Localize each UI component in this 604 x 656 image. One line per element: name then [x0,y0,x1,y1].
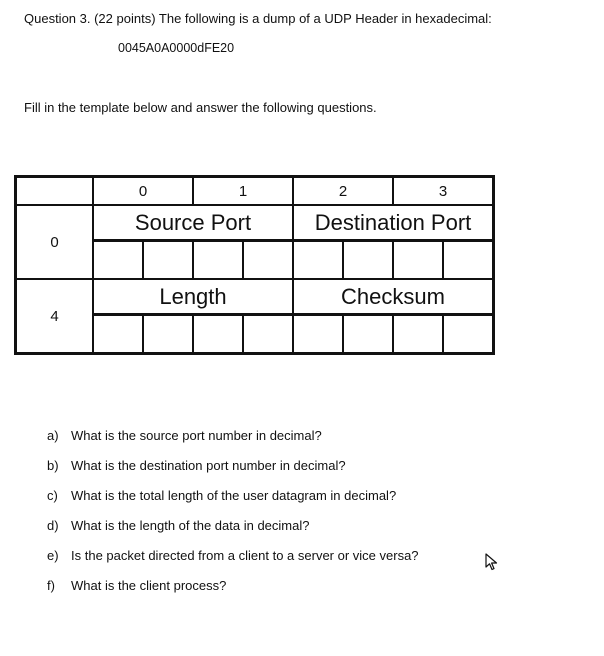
blank-cell[interactable] [343,241,393,280]
hex-dump: 0045A0A0000dFE20 [118,41,235,55]
source-port-field: Source Port [93,205,293,241]
blank-cell[interactable] [243,315,293,354]
blank-cell[interactable] [443,241,494,280]
blank-cell[interactable] [143,241,193,280]
question-label: f) [47,578,55,593]
list-item [47,428,419,458]
blank-cell[interactable] [293,241,343,280]
blank-cell[interactable] [93,241,143,280]
question-text: What is the destination port number in decimal? [71,458,346,473]
blank-cell[interactable] [443,315,494,354]
corner-cell [16,177,94,206]
blank-cell[interactable] [93,315,143,354]
question-title: Question 3. (22 points) The following is a dump of a UDP Header in hexadecimal: [24,11,492,26]
question-text: Is the packet directed from a client to a server or vice versa? [71,548,419,563]
list-item [47,518,419,548]
row-offset-0: 0 [16,205,94,279]
question-text: What is the total length of the user datagram in decimal? [71,488,397,503]
list-item [47,548,419,578]
list-item [47,488,419,518]
instruction-text: Fill in the template below and answer the following questions. [24,100,377,115]
length-field: Length [93,279,293,315]
udp-header-template [14,175,495,355]
blank-cell[interactable] [343,315,393,354]
question-label: d) [47,518,59,533]
byte-header-3: 3 [393,177,494,206]
byte-header-2: 2 [293,177,393,206]
question-text: What is the client process? [71,578,227,593]
blank-cell[interactable] [393,241,443,280]
blank-cell[interactable] [143,315,193,354]
field-row-0 [16,205,494,241]
blank-cell[interactable] [193,241,243,280]
question-text: What is the length of the data in decimal? [71,518,310,533]
question-label: a) [47,428,59,443]
list-item [47,578,419,608]
blank-cell[interactable] [243,241,293,280]
blank-cell[interactable] [193,315,243,354]
field-row-1 [16,279,494,315]
blank-cell[interactable] [393,315,443,354]
question-label: c) [47,488,58,503]
row-offset-4: 4 [16,279,94,354]
byte-header-row [16,177,494,206]
question-label: e) [47,548,59,563]
byte-header-0: 0 [93,177,193,206]
list-item [47,458,419,488]
question-label: b) [47,458,59,473]
checksum-field: Checksum [293,279,494,315]
destination-port-field: Destination Port [293,205,494,241]
question-text: What is the source port number in decimal? [71,428,322,443]
mouse-pointer-icon [485,553,499,571]
byte-header-1: 1 [193,177,293,206]
blank-cell[interactable] [293,315,343,354]
question-list [47,428,419,608]
